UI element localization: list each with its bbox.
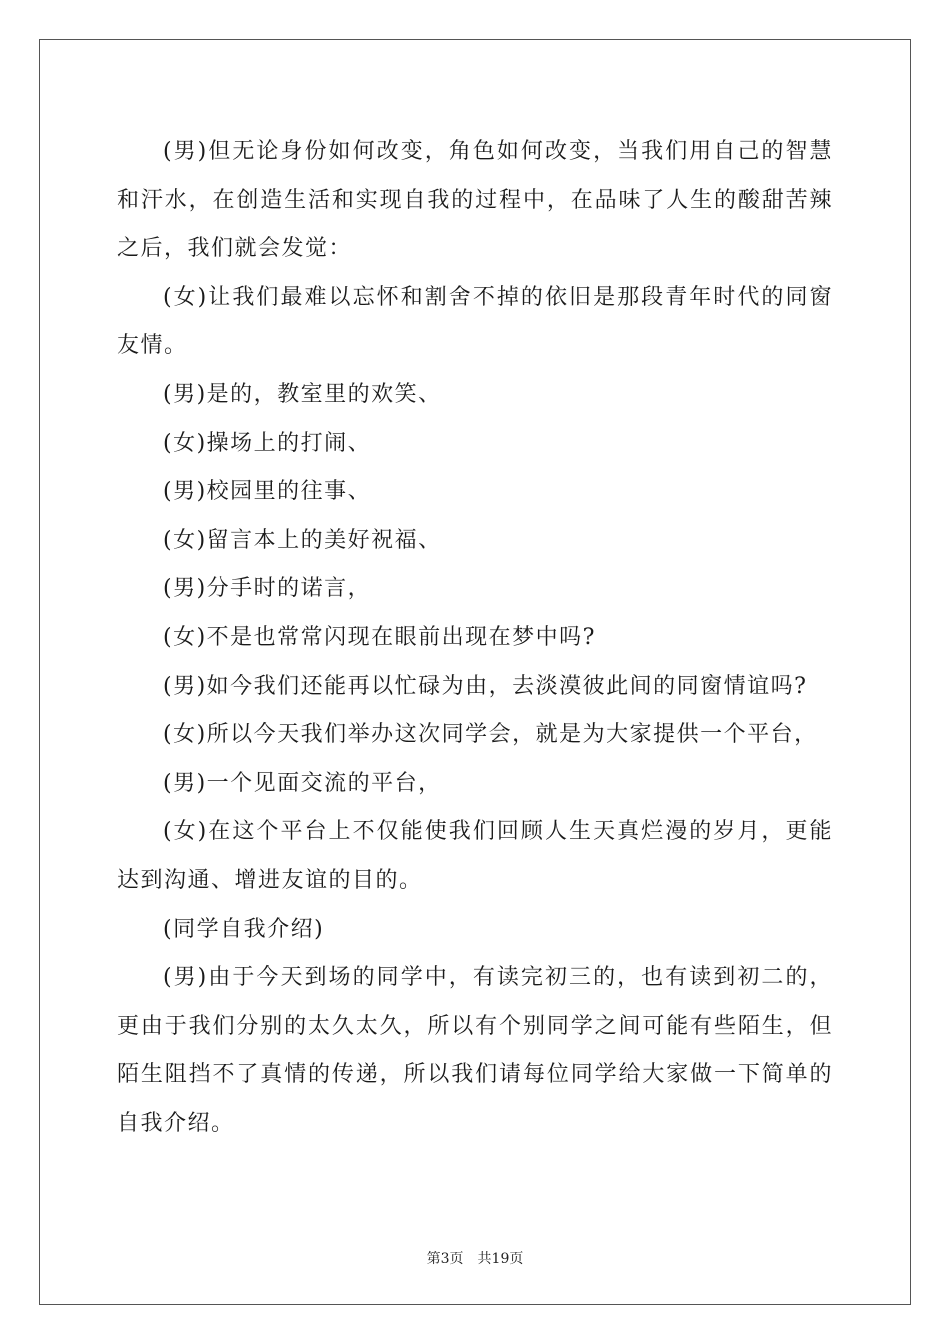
paragraph: (男)校园里的往事、 [163, 479, 372, 505]
page-number: 第3页 [426, 1251, 464, 1267]
paragraph: (女)所以今天我们举办这次同学会，就是为大家提供一个平台， [163, 722, 818, 748]
paragraph: (女)不是也常常闪现在眼前出现在梦中吗? [163, 624, 596, 650]
paragraph: (男)一个见面交流的平台， [163, 770, 442, 796]
paragraph: (男)如今我们还能再以忙碌为由，去淡漠彼此间的同窗情谊吗? [163, 673, 808, 699]
paragraph: (女)在这个平台上不仅能使我们回顾人生天真烂漫的岁月，更能达到沟通、增进友谊的目的。 [117, 819, 833, 893]
paragraph: (男)但无论身份如何改变，角色如何改变，当我们用自己的智慧和汗水，在创造生活和实现自我的过程中，在品味了人生的酸甜苦辣之后，我们就会发觉： [117, 139, 833, 262]
paragraph: (同学自我介绍) [163, 916, 325, 942]
paragraph: (女)操场上的打闹、 [163, 430, 372, 456]
page-footer [0, 1248, 950, 1268]
paragraph: (女)让我们最难以忘怀和割舍不掉的依旧是那段青年时代的同窗友情。 [117, 284, 833, 359]
paragraph: (男)分手时的诺言， [163, 576, 372, 602]
paragraph: (男)是的，教室里的欢笑、 [163, 381, 442, 407]
paragraph: (女)留言本上的美好祝福、 [163, 527, 442, 553]
paragraph: (男)由于今天到场的同学中，有读完初三的，也有读到初二的，更由于我们分别的太久太久，所以有个别同学之间可能有些陌生，但陌生阻挡不了真情的传递，所以我们请每位同学给大家做一下简单的自我介绍。 [117, 965, 833, 1136]
page-total: 共19页 [477, 1251, 524, 1267]
document-body [117, 128, 833, 1148]
